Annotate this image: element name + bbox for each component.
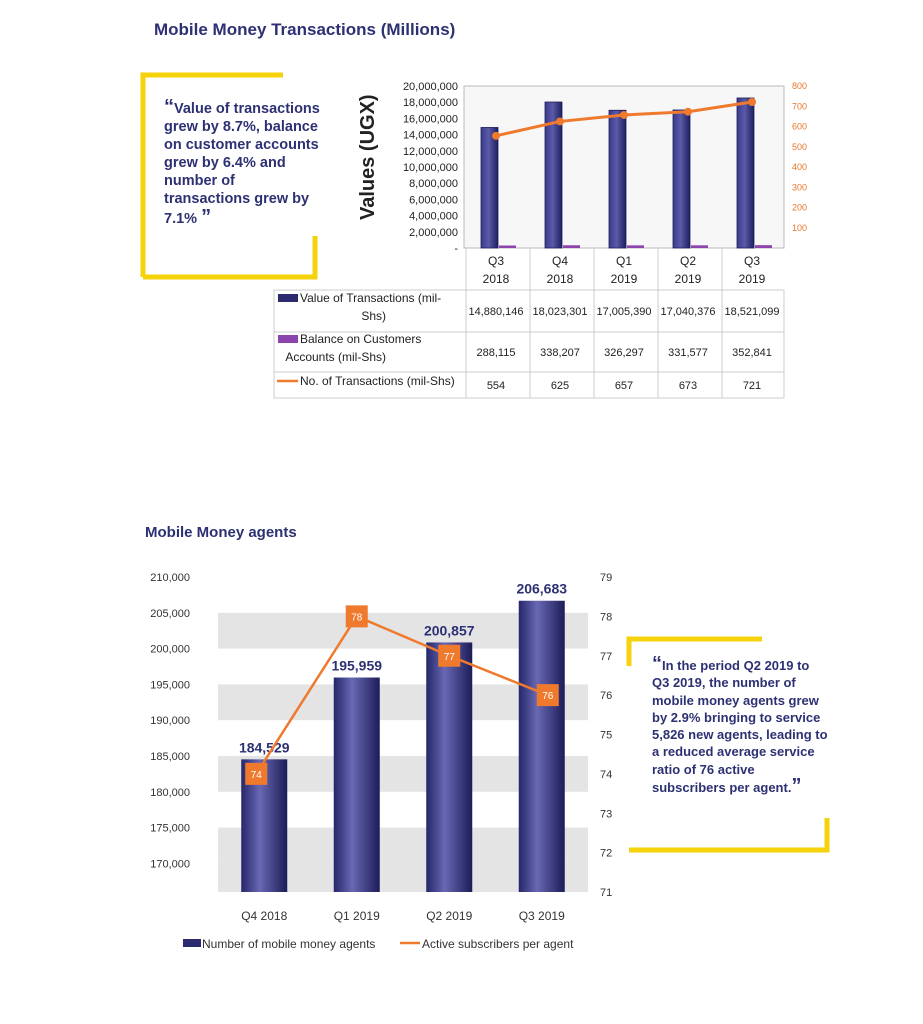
legend-label: Shs) bbox=[361, 309, 386, 323]
chart1-transactions-point bbox=[492, 132, 500, 140]
chart2-ytick-label: 180,000 bbox=[150, 786, 190, 799]
chart2-ytick-label: 175,000 bbox=[150, 822, 190, 835]
chart2-ytick-label: 185,000 bbox=[150, 750, 190, 763]
chart1-balance-bar bbox=[499, 246, 516, 249]
table-cell-value: 673 bbox=[678, 380, 698, 392]
chart2-ytick-label: 190,000 bbox=[150, 715, 190, 728]
chart1-xtick-label: Q3 bbox=[487, 254, 505, 268]
chart2-ytick-label: 205,000 bbox=[150, 607, 190, 620]
chart2-y2tick-label: 79 bbox=[600, 572, 613, 584]
legend-label: Number of mobile money agents bbox=[202, 937, 376, 951]
chart2-ytick-label: 210,000 bbox=[150, 572, 190, 584]
chart2-y2tick-label: 72 bbox=[600, 847, 613, 860]
chart1-xtick-label: 2019 bbox=[610, 272, 638, 286]
chart1-xtick-label: 2019 bbox=[674, 272, 702, 286]
table-cell-value: 326,297 bbox=[604, 347, 644, 359]
chart1-transactions-point bbox=[556, 117, 564, 125]
legend-label: Value of Transactions (mil- bbox=[300, 291, 442, 305]
chart1-ytick-label: 14,000,000 bbox=[402, 129, 458, 142]
chart1-ytick-label: 8,000,000 bbox=[409, 178, 458, 191]
chart2-y2tick-label: 75 bbox=[600, 729, 613, 742]
table-cell-value: 657 bbox=[614, 380, 634, 392]
legend-label: Balance on Customers bbox=[300, 332, 422, 346]
chart1-y2tick-label: 200 bbox=[792, 202, 808, 213]
chart1-y2tick-label: 800 bbox=[792, 81, 808, 91]
table-cell-value: 554 bbox=[486, 380, 506, 392]
chart2-xtick-label: Q3 2019 bbox=[518, 909, 565, 923]
table-cell-value: 14,880,146 bbox=[468, 306, 524, 318]
chart1-ytick-label: 4,000,000 bbox=[409, 210, 458, 223]
chart2-ytick-label: 195,000 bbox=[150, 679, 190, 692]
table-cell-value: 352,841 bbox=[732, 347, 772, 359]
chart2-y2tick-label: 74 bbox=[600, 768, 613, 781]
chart1-xtick-label: Q1 bbox=[615, 254, 633, 268]
chart1-y2tick-label: 600 bbox=[792, 121, 808, 132]
table-cell-value: 331,577 bbox=[668, 347, 708, 359]
chart2-y2tick-label: 78 bbox=[600, 611, 613, 624]
chart1-xtick-label: Q2 bbox=[679, 254, 697, 268]
chart1-balance-bar bbox=[691, 245, 708, 248]
chart2-line-label: 76 bbox=[542, 691, 554, 703]
chart1-xtick-label: Q3 bbox=[743, 254, 761, 268]
chart1-value-bar bbox=[609, 110, 626, 248]
legend-label: No. of Transactions (mil-Shs) bbox=[300, 374, 455, 388]
legend-swatch bbox=[183, 939, 201, 947]
chart1-transactions-point bbox=[620, 111, 628, 119]
table-cell-value: 17,005,390 bbox=[596, 306, 652, 318]
chart1-xtick-label: 2019 bbox=[738, 272, 766, 286]
chart1-ytick-label: 6,000,000 bbox=[409, 194, 458, 207]
table-cell-value: 338,207 bbox=[540, 347, 580, 359]
chart1-value-bar bbox=[737, 98, 754, 248]
chart2-agents-bar bbox=[426, 642, 472, 892]
quote1-text: Value of transactions grew by 8.7%, balance on customer accounts grew by 6.4% and number of transactions grew by 7.1% bbox=[164, 101, 320, 227]
chart1-y2tick-label: 500 bbox=[792, 141, 808, 152]
chart2-y2tick-label: 77 bbox=[600, 650, 613, 663]
chart2-title: Mobile Money agents bbox=[145, 524, 297, 541]
legend-swatch bbox=[278, 294, 298, 302]
chart1-xtick-label: 2018 bbox=[482, 272, 510, 286]
chart1-balance-bar bbox=[627, 245, 644, 248]
chart1-ylabel: Values (UGX) bbox=[357, 94, 379, 220]
chart2-agents-bar bbox=[334, 678, 380, 892]
chart2-y2tick-label: 73 bbox=[600, 808, 613, 821]
chart1-ytick-label: 20,000,000 bbox=[402, 81, 458, 93]
chart2-ytick-label: 170,000 bbox=[150, 858, 190, 871]
chart2 bbox=[0, 540, 923, 970]
chart2-line-label: 74 bbox=[250, 769, 262, 781]
chart2-line-label: 78 bbox=[351, 612, 363, 624]
chart2-xtick-label: Q4 2018 bbox=[241, 909, 288, 923]
chart1-ytick-label: 12,000,000 bbox=[402, 145, 458, 158]
chart2-y2tick-label: 71 bbox=[600, 887, 613, 899]
chart2-bar-label: 195,959 bbox=[331, 657, 383, 674]
chart1-ytick-label: 10,000,000 bbox=[402, 162, 458, 174]
quote2-close-mark: ” bbox=[791, 775, 802, 798]
chart1-balance-bar bbox=[563, 245, 580, 248]
legend-label: Active subscribers per agent bbox=[422, 937, 574, 951]
table-cell-value: 18,023,301 bbox=[532, 306, 588, 318]
quote2-text: In the period Q2 2019 to Q3 2019, the number of mobile money agents grew by 2.9% bringing to service 5,826 new agents, leading to a reduced average service ratio of 76 active subscribers per agent. bbox=[652, 658, 828, 796]
chart1-xtick-label: Q4 bbox=[551, 254, 569, 268]
chart1 bbox=[0, 0, 923, 420]
chart1-y2tick-label: 100 bbox=[792, 222, 808, 233]
table-cell-value: 288,115 bbox=[476, 347, 516, 359]
chart2-agents-bar bbox=[519, 601, 565, 892]
chart1-balance-bar bbox=[755, 245, 772, 248]
chart2-bar-label: 200,857 bbox=[423, 622, 475, 639]
chart1-y2tick-label: 300 bbox=[792, 182, 808, 193]
chart1-transactions-point bbox=[684, 108, 692, 116]
table-cell-value: 17,040,376 bbox=[660, 306, 716, 318]
chart2-line-label: 77 bbox=[443, 651, 455, 663]
quote2-open-mark: “ bbox=[652, 653, 662, 675]
chart1-xtick-label: 2018 bbox=[546, 272, 574, 286]
chart2-bar-label: 184,529 bbox=[238, 739, 290, 756]
chart1-y2tick-label: 400 bbox=[792, 162, 808, 172]
table-cell-value: 18,521,099 bbox=[724, 306, 780, 318]
chart1-ytick-label: - bbox=[454, 243, 458, 255]
legend-swatch bbox=[278, 335, 298, 343]
chart1-y2tick-label: 700 bbox=[792, 101, 808, 112]
chart1-value-bar bbox=[673, 110, 690, 248]
quote1-open-mark: “ bbox=[164, 96, 174, 118]
table-cell-value: 625 bbox=[550, 380, 570, 392]
legend-label: Accounts (mil-Shs) bbox=[285, 350, 386, 364]
chart1-ytick-label: 2,000,000 bbox=[409, 226, 458, 239]
chart1-ytick-label: 18,000,000 bbox=[402, 97, 458, 110]
chart1-title: Mobile Money Transactions (Millions) bbox=[154, 20, 456, 39]
chart2-xtick-label: Q1 2019 bbox=[333, 909, 380, 923]
chart2-bar-label: 206,683 bbox=[516, 580, 568, 597]
chart1-ytick-label: 16,000,000 bbox=[402, 113, 458, 126]
chart2-y2tick-label: 76 bbox=[600, 690, 613, 703]
chart1-value-bar bbox=[481, 127, 498, 248]
table-cell-value: 721 bbox=[742, 380, 762, 392]
chart1-transactions-point bbox=[748, 98, 756, 106]
quote1-close-mark: ” bbox=[201, 206, 212, 228]
chart2-ytick-label: 200,000 bbox=[150, 643, 190, 656]
chart2-xtick-label: Q2 2019 bbox=[426, 909, 473, 923]
